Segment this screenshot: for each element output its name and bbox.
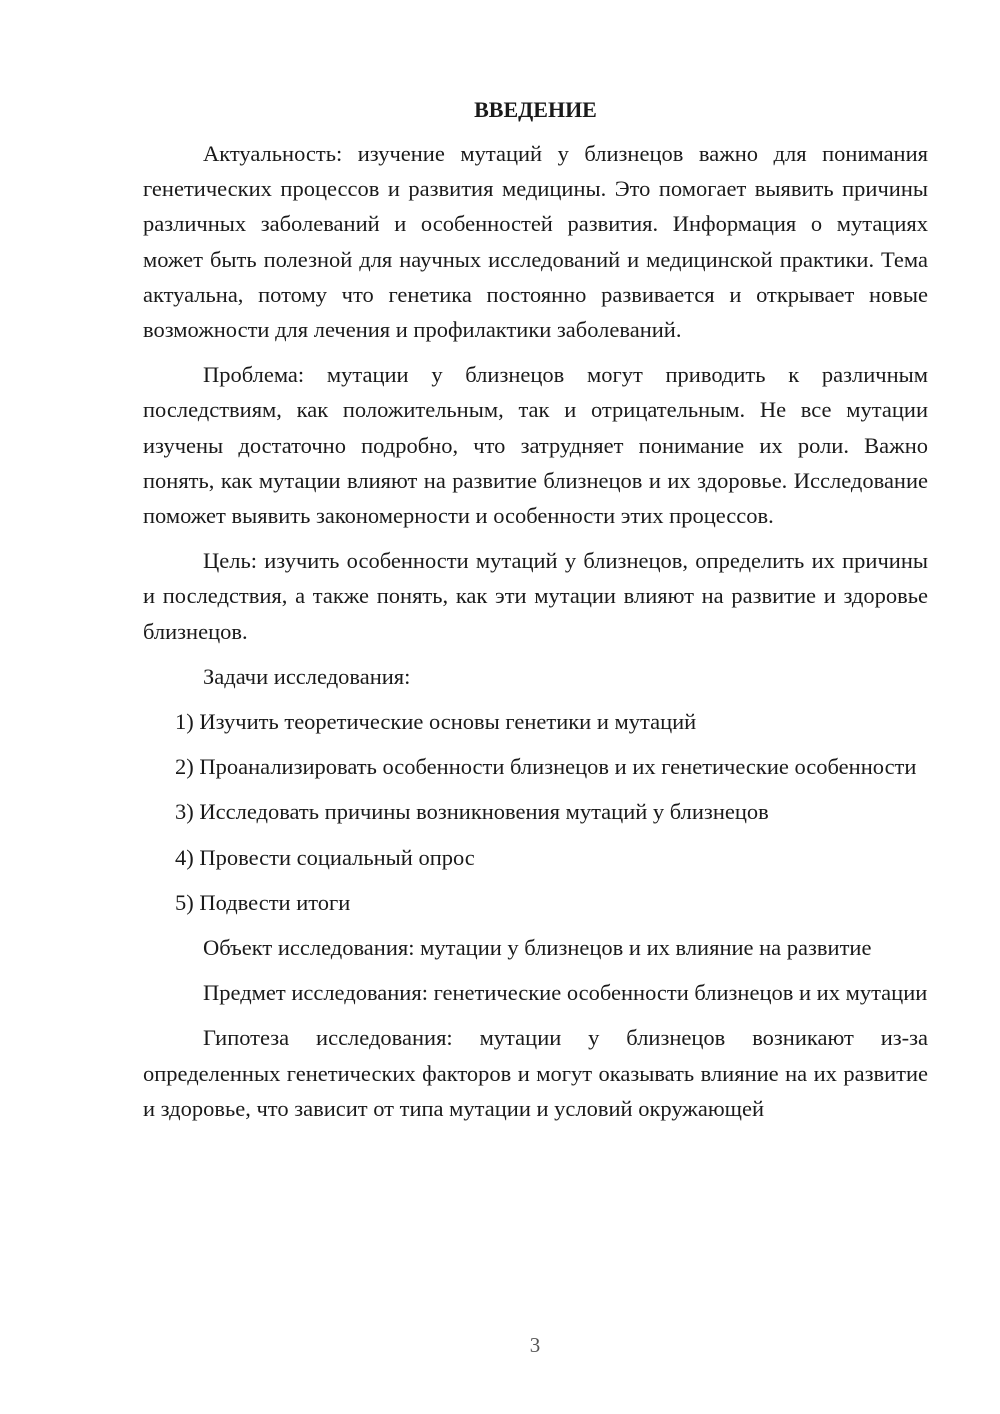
paragraph-subject: Предмет исследования: генетические особенности близнецов и их мутации bbox=[203, 980, 928, 1006]
tasks-list bbox=[143, 704, 928, 920]
paragraph-goal: Цель: изучить особенности мутаций у близнецов, определить их причины и последствия, а также понять, как эти мутации влияют на развитие и здоровье близнецов. bbox=[143, 548, 928, 644]
tasks-title: Задачи исследования: bbox=[203, 663, 411, 689]
list-item: 1) Изучить теоретические основы генетики и мутаций bbox=[175, 709, 697, 735]
section-heading: ВВЕДЕНИЕ bbox=[474, 97, 597, 122]
list-item: 2) Проанализировать особенности близнецов и их генетические особенности bbox=[175, 754, 917, 780]
document-page bbox=[143, 96, 928, 1126]
page-number: 3 bbox=[529, 1333, 541, 1357]
paragraph-relevance: Актуальность: изучение мутаций у близнецов важно для понимания генетических процессов и развития медицины. Это помогает выявить причины различных заболеваний и особенностей развития. Информация о мутациях может быть полезной для научных исследований и медицинской практики. Тема актуальна, потому что генетика постоянно развивается и открывает новые возможности для лечения и профилактики заболеваний. bbox=[143, 141, 928, 343]
list-item: 5) Подвести итоги bbox=[175, 889, 351, 915]
paragraph-problem: Проблема: мутации у близнецов могут приводить к различным последствиям, как положительным, так и отрицательным. Не все мутации изучены достаточно подробно, что затрудняет понимание их роли. Важно понять, как мутации влияют на развитие близнецов и их здоровье. Исследование поможет выявить закономерности и особенности этих процессов. bbox=[143, 362, 928, 529]
list-item: 4) Провести социальный опрос bbox=[175, 844, 475, 870]
list-item: 3) Исследовать причины возникновения мутаций у близнецов bbox=[175, 799, 769, 825]
paragraph-hypothesis: Гипотеза исследования: мутации у близнецов возникают из-за определенных генетических факторов и могут оказывать влияние на их развитие и здоровье, что зависит от типа мутации и условий окружающей bbox=[143, 1025, 928, 1121]
paragraph-object: Объект исследования: мутации у близнецов и их влияние на развитие bbox=[203, 935, 872, 961]
